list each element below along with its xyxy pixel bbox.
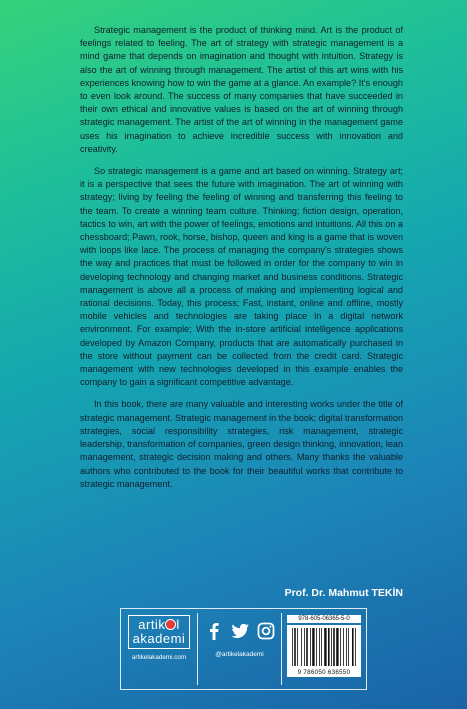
barcode-bar bbox=[352, 628, 354, 666]
barcode-bar bbox=[294, 628, 296, 666]
barcode-bar bbox=[304, 628, 305, 666]
isbn-text: 978-605-06365-5-0 bbox=[287, 615, 361, 623]
barcode-bar bbox=[324, 628, 326, 666]
twitter-icon bbox=[230, 621, 250, 641]
barcode-bar bbox=[310, 628, 311, 666]
logo-text-part: artik bbox=[138, 617, 166, 632]
author-name: Prof. Dr. Mahmut TEKİN bbox=[284, 587, 403, 599]
social-handle: @artikelakademi bbox=[215, 651, 264, 658]
barcode-bar bbox=[312, 628, 314, 666]
barcode bbox=[287, 625, 361, 677]
barcode-bar bbox=[336, 628, 338, 666]
back-cover-text bbox=[80, 24, 403, 500]
paragraph-2: So strategic management is a game and art based on winning. Strategy art; it is a perspective that sees the future with imagination. The art of winning with strategy; living by feeling the feeling of winning and transferring this feeling to the team. To create a winning team culture. Thinking; fiction design, operation, tactics to win, art with the power of feelings, emotions and intuitions. All this on a chessboard; Pawn, rook, horse, bishop, queen and king is a game that is woven with loops like lace. The process of managing the company's strategies shows the way and practices that must be followed in order for the company to win in developing technology and changing market and business conditions. Strategic management is above all a process of making and implementing logical and rational decisions. Today, this process; Fast, instant, online and offline, mostly mobile vehicles and technologies are taking place in a digital network environment. For example; With the in-store artificial intelligence applications developed by Amazon Company, products that are automatically purchased in the store without payment can be collected from the credit card. Strategic management with new technologies developed in this example enables the company to gain a significant competitive advantage. bbox=[80, 166, 403, 388]
facebook-icon bbox=[204, 621, 224, 641]
barcode-bar bbox=[355, 628, 356, 666]
logo-box bbox=[128, 615, 191, 649]
logo-text-akademi: akademi bbox=[132, 631, 186, 646]
paragraph-3: In this book, there are many valuable and interesting works under the title of strategic management. Strategic management in the book; digital transformation strategies, social responsibility strategies, risk management, strategic leadership, transformation of companies, green design thinking, innovation, lean management, strategic decision making and others. Many thanks the valuable authors who contributed to the book for their beautiful works that contribute to strategic management. bbox=[80, 399, 404, 489]
logo-ring-icon bbox=[165, 619, 176, 630]
paragraph-1: Strategic management is the product of thinking mind. Art is the product of feelings related to feeling. The art of strategy with strategic management is a mind game that depends on imagination and thought with intuition. Strategy is also the art of winning through management. The artist of this art wins with his experiences knowing how to win the game at a glance. An example? It's enough to even look around. The success of many companies that have succeeded in their own ethical and innovative values is based on the art of winning through strategic management. The artist of the art of winning in the management game uses his imagination to achieve incredible success with innovation and creativity. bbox=[80, 25, 403, 154]
barcode-bar bbox=[328, 628, 330, 666]
barcode-number: 9 786050 636550 bbox=[297, 669, 351, 676]
barcode-bar bbox=[316, 628, 317, 666]
barcode-bar bbox=[346, 628, 347, 666]
barcode-bar bbox=[343, 628, 344, 666]
barcode-bar bbox=[333, 628, 335, 666]
divider bbox=[281, 613, 282, 685]
instagram-icon bbox=[256, 621, 276, 641]
logo-text-part: l bbox=[176, 617, 180, 632]
barcode-bar bbox=[319, 628, 320, 666]
barcode-bar bbox=[292, 628, 293, 666]
barcode-bar bbox=[301, 628, 302, 666]
barcode-bars bbox=[287, 625, 361, 669]
publisher-website: artikelakademi.com bbox=[131, 654, 187, 661]
barcode-bar bbox=[331, 628, 332, 666]
barcode-bar bbox=[348, 628, 349, 666]
barcode-bar bbox=[340, 628, 341, 666]
barcode-bar bbox=[306, 628, 308, 666]
barcode-bar bbox=[321, 628, 322, 666]
publisher-footer bbox=[120, 608, 367, 690]
isbn-block bbox=[287, 615, 361, 677]
publisher-logo bbox=[121, 613, 197, 661]
barcode-bar bbox=[297, 628, 298, 666]
social-block bbox=[198, 609, 281, 658]
